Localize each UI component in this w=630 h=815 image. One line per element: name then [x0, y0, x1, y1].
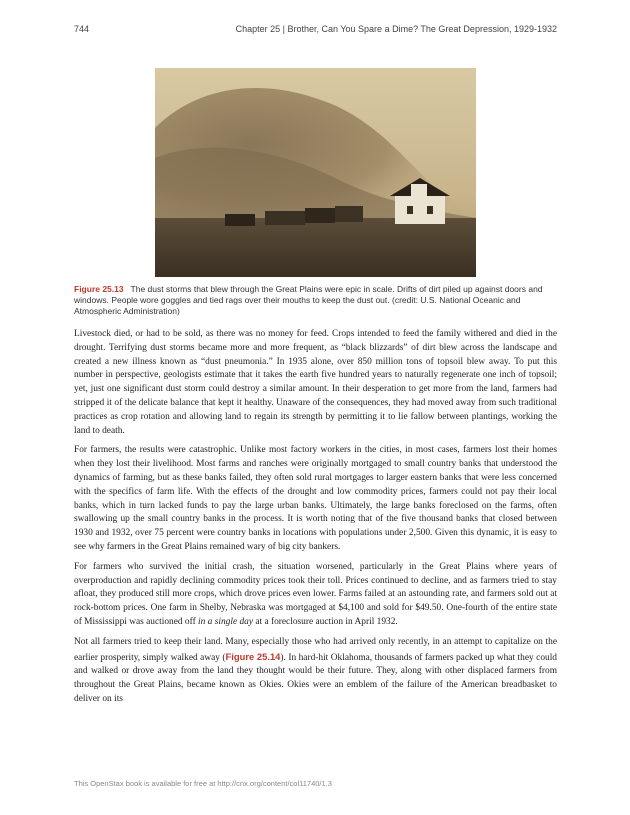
paragraph-4-part-a: Not all farmers tried to keep their land. Many, especially those who had arrived only recently, in an attempt to capitalize on the earlier prosperity, simply walked away ( — [74, 636, 557, 663]
body-text — [74, 328, 557, 713]
paragraph-3-part-b: at a foreclosure auction in April 1932. — [253, 616, 398, 627]
figure-reference-link[interactable]: Figure 25.14 — [225, 650, 281, 662]
paragraph-2: For farmers, the results were catastrophic. Unlike most factory workers in the cities, in most cases, farmers lost their homes when they lost their livelihood. Most farms and ranches were originally mortgaged to small country banks that understood the dynamics of farming, but as these banks failed, they often sold rural mortgages to larger eastern banks that were less concerned with the specifics of farm life. With the effects of the drought and low commodity prices, farmers could not pay their local banks, which in turn lacked funds to pay the large urban banks. Ultimately, the large banks foreclosed on the farms, often swallowing up the small country banks in the process. It is worth noting that of the five thousand banks that closed between 1930 and 1932, over 75 percent were country banks in locations with populations under 2,500. Given this dynamic, it is easy to see why farmers in the Great Plains remained wary of big city bankers. — [74, 445, 557, 552]
paragraph-3-emphasis: in a single day — [198, 616, 253, 627]
paragraph-3-part-a: For farmers who survived the initial crash, the situation worsened, particularly in the Great Plains where years of overproduction and rapidly declining commodity prices took their toll. Prices continued to decline, and as farmers tried to stay afloat, they produced still more crops, which drove prices even lower. Farms failed at an astounding rate, and farmers sold out at rock-bottom prices. One farm in Shelby, Nebraska was mortgaged at $4,100 and sold for $49.50. One-fourth of the entire state of Mississippi was auctioned off — [74, 561, 557, 627]
paragraph-4-part-b: ). In hard-hit Oklahoma, thousands of farmers packed up what they could and walked or drove away from the land they thought would be their future. They, along with other displaced farmers from throughout the Great Plains, became known as Okies. Okies were an emblem of the failure of the American breadbasket to deliver on its — [74, 652, 557, 704]
paragraph-1: Livestock died, or had to be sold, as there was no money for feed. Crops intended to feed the family withered and died in the drought. Terrifying dust storms became more and more frequent, as “black blizzards” of dirt blew across the landscape and created a new illness known as “dust pneumonia.” In 1935 alone, over 850 million tons of topsoil blew away. To put this number in perspective, geologists estimate that it takes the earth five hundred years to naturally regenerate one inch of topsoil; yet, just one significant dust storm could destroy a similar amount. In their desperation to get more from the land, farmers had stripped it of the delicate balance that kept it healthy. Unaware of the consequences, they had moved away from such traditional practices as crop rotation and allowing land to regain its strength by permitting it to lie fallow between plantings, working the land to death. — [74, 329, 557, 436]
caption-text: The dust storms that blew through the Great Plains were epic in scale. Drifts of dirt piled up against doors and windows. People wore goggles and tied rags over their mouths to keep the dust out. (credit: U.S. National Oceanic and Atmospheric Administration) — [74, 284, 543, 316]
figure-caption — [74, 284, 560, 317]
page-number: 744 — [74, 24, 90, 34]
paragraph-4 — [74, 636, 557, 707]
figure-label: Figure 25.13 — [74, 284, 124, 294]
paragraph-3 — [74, 561, 557, 630]
dust-storm-photo — [155, 68, 476, 277]
page-footer: This OpenStax book is available for free at http://cnx.org/content/col11740/1.3 — [74, 779, 332, 788]
chapter-header: Chapter 25 | Brother, Can You Spare a Dime? The Great Depression, 1929-1932 — [235, 24, 557, 34]
